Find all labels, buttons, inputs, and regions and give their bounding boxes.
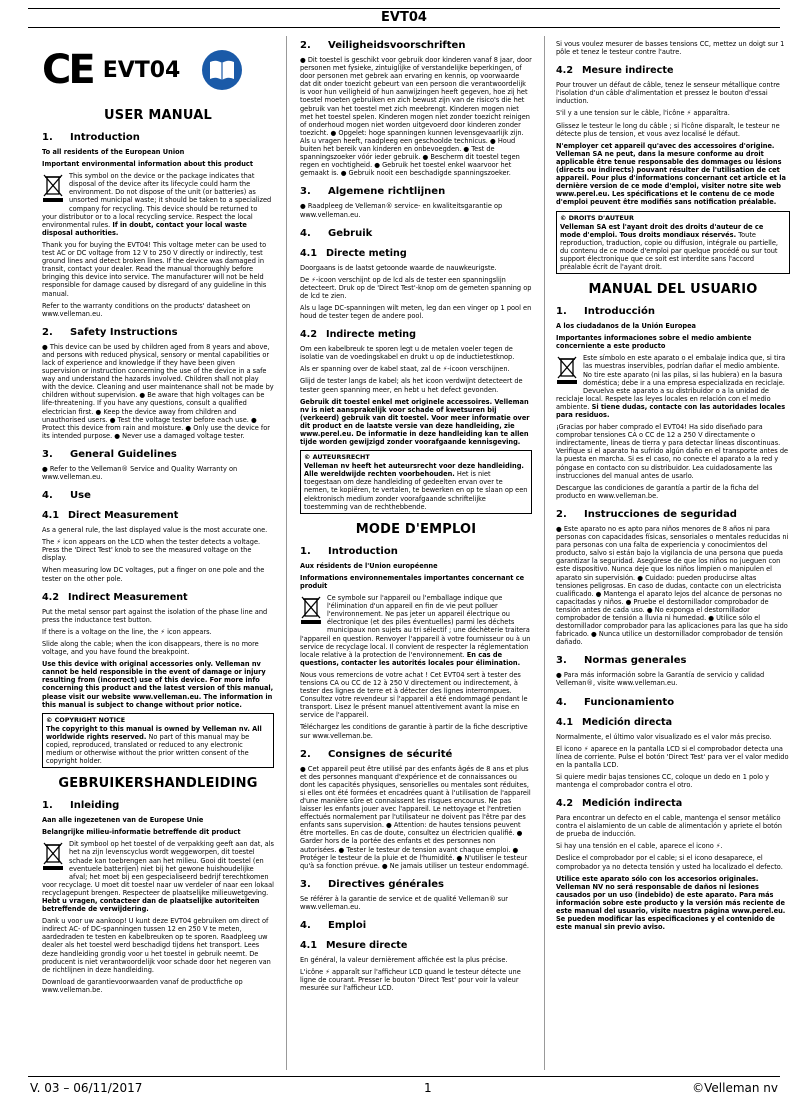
en-s1-paragraph-3: Refer to the warranty conditions on the products' datasheet on www.velleman.eu. [42, 301, 251, 318]
nl-s41-paragraph-1: Doorgaans is de laatst getoonde waarde de nauwkeurigste. [300, 263, 497, 272]
fr-s42-paragraph-4: N'employer cet appareil qu'avec des accessoires d'origine. Velleman SA ne peut, dans la mesure conforme au droit applicable être tenue responsable des dommages ou lésions (directs ou indirects) pouvant résulter de l'utilisation de cet appareil. Pour plus d'informations concernant cet article et la dernière version de ce mode d'emploi, visiter notre site web www.perel.eu. Les spécifications et le contenu de ce mode d'emploi peuvent être modifiés sans notification préalable. [556, 141, 786, 207]
en-s1-heading: 1. Introduction [42, 132, 140, 143]
es-s1-paragraph-2: ¡Gracias por haber comprado el EVT04! Ha sido diseñado para comprobar tensiones CA o CC de 12 a 250 V directamente o indirectamente, líneas de tierra y para detectar líneas discontinuas. Verifique si el aparato ha sufrido algún daño en el transporte antes de la puesta en marcha. Si es el caso, no conecte el aparato a la red y póngase en contacto con su distribuidor. Lea cuidadosamente las instrucciones del manual antes de usarlo. [556, 423, 789, 480]
es-s2-paragraph: ● Este aparato no es apto para niños menores de 8 años ni para personas con capacidades físicas, sensoriales o mentales reducidas ni para personas con una falta de experiencia y conocimientos del producto, salvo si están bajo la vigilancia de una persona que pueda garantizar la seguridad. Asegúrese de que los niños no jueguen con este dispositivo. Nunca deje que los niños limpien o manipulen el aparato sin supervisión. ● Cuidado: pueden producirse altas tensiones peligrosas. En caso de dudas, contacte con un electricista cualificado. ● Mantenga el aparato lejos del alcance de personas no capacitadas y niños. ● Pruebe el destornillador comprobador de tensión antes de cada uso. ● No exponga el destornillador comprobador de tensión a lluvia ni humedad. ● Utilice sólo el destornillador comprobador para las aplicaciones para las que ha sido fabricado. ● Nunca utilice un destornillador comprobador de tensión dañado. [556, 524, 789, 647]
column-1 [42, 36, 274, 1070]
ce-mark: CE [42, 47, 93, 93]
fr-s41-paragraph-3: Si vous voulez mesurer de basses tensions CC, mettez un doigt sur 1 pôle et tenez le testeur contre l'autre. [556, 40, 785, 57]
es-s1-paragraph: Este símbolo en este aparato o el embalaje indica que, si tira las muestras inservibles, podrían dañar el medio ambiente. No tire este aparato (ni las pilas, si las hubiera) en la basura doméstica; debe ir a una empresa especializada en reciclaje. Devuelva este aparato a su distribuidor o a la unidad de reciclaje local. Respete las leyes locales en relación con el medio ambiente. Si tiene dudas, contacte con las autoridades locales para residuos. [556, 354, 786, 419]
en-s41-heading: 4.1 Direct Measurement [42, 510, 179, 522]
es-s42-heading: 4.2 Medición indirecta [556, 798, 683, 810]
nl-s41-heading: 4.1 Directe meting [300, 247, 407, 259]
en-title: USER MANUAL [104, 108, 212, 123]
es-s42-paragraph-4: Utilice este aparato sólo con los accesorios originales. Velleman NV no será responsable de daños ni lesiones causados por un uso (indebido) de este aparato. Para más información sobre este producto y la versión más reciente de este manual del usuario, visite nuestra página www.perel.eu. Se pueden modificar las especificaciones y el contenido de este manual sin previo aviso. [556, 874, 786, 932]
nl-copyright-text: Het is niet toegestaan om deze handleiding of gedeelten ervan over te nemen, te kopiëren, te vertalen, te bewerken en op te slaan op een elektronisch medium zonder voorafgaande schriftelijke toestemming van de rechthebbende. [304, 470, 528, 511]
nl-s1-paragraph-2: Dank u voor uw aankoop! U kunt deze EVT04 gebruiken om direct of indirect AC- of DC-spanningen tussen 12 en 250 V te meten, aardedraden te testen en kabelbreuken op te sporen. Raadpleeg uw dealer als het toestel werd beschadigd tijdens het transport. Lees deze handleiding grondig voor u het toestel in gebruik neemt. De producent is niet verantwoordelijk voor schade door het negeren van de richtlijnen in deze handleiding. [42, 917, 271, 974]
column-3 [556, 36, 790, 1070]
es-s1-heading: 1. Introducción [556, 306, 655, 318]
es-s4-heading: 4. Funcionamiento [556, 696, 675, 708]
es-s1-lead2: Importantes informaciones sobre el medio ambiente concerniente a este producto [556, 334, 752, 351]
en-s1-paragraph: This symbol on the device or the package indicates that disposal of the device after its lifecycle could harm the environment. Do not dispose of the unit (or batteries) as unsorted municipal waste; it should be taken to a specialized company for recycling. This device should be returned to your distributor or to a local recycling service. Respect the local environmental rules. If in doubt, contact your local waste disposal authorities. [42, 172, 272, 237]
fr-s42-paragraph-1: Pour trouver un défaut de câble, tenez le senseur métallique contre l'isolation d'un câble d'alimentation et pressez le bouton d'essai induction. [556, 81, 780, 106]
fr-title: MODE D'EMPLOI [355, 521, 477, 537]
fr-s2-paragraph: ● Cet appareil peut être utilisé par des enfants âgés de 8 ans et plus et des personnes manquant d'expérience et de connaissances ou dont les capacités physiques, sensorielles ou mentales sont réduites, si elles ont été formées et encadrées quant à l'utilisation de l'appareil d'une manière sûre et connaissent les risques encourus. Ne pas laisser les enfants jouer avec l'appareil. Le nettoyage et l'entretien effectués normalement par l'utilisateur ne doivent pas l'être par des enfants sans supervision. ● Attention: de hautes tensions peuvent être mortelles. En cas de doute, consultez un électricien qualifié. ● Garder hors de la portée des enfants et des personnes non autorisées. ● Tester le testeur de tension avant chaque emploi. ● Protéger le testeur de la pluie et de l'humidité. ● N'utiliser le testeur qu'à sa fonction prévue. ● Ne jamais utiliser un testeur endommagé. [300, 764, 531, 870]
nl-copyright-box [300, 450, 532, 514]
fr-s4-heading: 4. Emploi [300, 920, 367, 932]
fr-s1-paragraph-3: Téléchargez les conditions de garantie à partir de la fiche descriptive sur www.velleman.be. [300, 723, 528, 740]
es-s42-paragraph-2: Si hay una tensión en el cable, aparece el icono ⚡. [556, 842, 723, 851]
nl-s42-paragraph-1: Om een kabelbreuk te sporen legt u de metalen voeler tegen de isolatie van de voedingskabel en drukt u op de inductietestknop. [300, 345, 515, 362]
es-s41-heading: 4.1 Medición directa [556, 716, 673, 728]
es-s1-lead: A los ciudadanos de la Unión Europea [556, 322, 696, 331]
fr-s1-lead2: Informations environnementales importantes concernant ce produit [300, 573, 525, 590]
nl-copyright-title: © AUTEURSRECHT [304, 453, 370, 462]
en-s41-paragraph-1: As a general rule, the last displayed value is the most accurate one. [42, 526, 268, 535]
model-name: EVT04 [102, 57, 181, 83]
fr-s41-paragraph-1: En général, la valeur dernièrement affichée est la plus précise. [300, 956, 508, 965]
en-s42-paragraph-2: If there is a voltage on the line, the ⚡ icon appears. [42, 627, 212, 636]
fr-s3-heading: 3. Directives générales [300, 878, 444, 890]
en-copyright-title: © COPYRIGHT NOTICE [46, 715, 126, 724]
en-s3-paragraph: ● Refer to the Velleman® Service and Quality Warranty on www.velleman.eu. [42, 464, 238, 481]
nl-s1-paragraph: Dit symbool op het toestel of de verpakking geeft aan dat, als het na zijn levenscyclus wordt weggeworpen, dit toestel schade kan toebrengen aan het milieu. Gooi dit toestel (en eventuele batterijen) niet bij het gewone huishoudelijke afval; het moet bij een gespecialiseerd bedrijf terechtkomen voor recyclage. U moet dit toestel naar uw verdeler of naar een lokaal recyclagepunt brengen. Respecteer de plaatselijke milieuwetgeving. Hebt u vragen, contacteer dan de plaatselijke autoriteiten betreffende de verwijdering. [42, 840, 274, 914]
es-title: MANUAL DEL USUARIO [588, 282, 758, 298]
en-s4-heading: 4. Use [42, 490, 91, 502]
fr-s2-heading: 2. Consignes de sécurité [300, 748, 453, 760]
read-manual-icon [202, 50, 242, 90]
nl-s2-paragraph: ● Dit toestel is geschikt voor gebruik door kinderen vanaf 8 jaar, door personen met fysieke, zintuiglijke of verstandelijke beperkingen, of door personen met gebrek aan ervaring en kennis, op voorwaarde dat dit onder toezicht gebeurt van een persoon die verantwoordelijk is voor hun veiligheid of hun aanwijzingen heeft gegeven, hoe zij het toestel moeten gebruiken en zich bewust zijn van de risico's die het gebruik van het toestel met zich meebrengt. Kinderen mogen niet met het toestel spelen. Kinderen mogen niet zonder toezicht reinigen of onderhoud mogen niet worden uitgevoerd door kinderen zonder toezicht. ● Opgelet: hoge spanningen kunnen levensgevaarlijk zijn. Als u vragen heeft, raadpleeg een geschoolde technicus. ● Houd buiten het bereik van kinderen en onbevoegden. ● Test de spanningszoeker vóór ieder gebruik. ● Bescherm dit toestel tegen regen en vochtigheid. ● Gebruik het toestel enkel waarvoor het gemaakt is. ● Gebruik nooit een beschadigde spanningszoeker. [300, 56, 532, 178]
column-divider [544, 36, 545, 1070]
fr-s1-paragraph: Ce symbole sur l'appareil ou l'emballage indique que l'élimination d'un appareil en fin de vie peut polluer l'environnement. Ne pas jeter un appareil électrique ou électronique (et des piles éventuelles) parmi les déchets municipaux non sujets au tri sélectif ; une déchèterie traitera l'appareil en question. Renvoyer l'appareil à votre fournisseur ou à un service de recyclage local. Il convient de respecter la réglementation locale relative à la protection de l'environnement. En cas de questions, contacter les autorités locales pour élimination. [300, 594, 531, 667]
nl-s3-heading: 3. Algemene richtlijnen [300, 186, 446, 198]
fr-s1-heading: 1. Introduction [300, 545, 398, 557]
fr-s41-paragraph-2: L'icône ⚡ apparaît sur l'afficheur LCD quand le testeur détecte une ligne de courant. Presser le bouton 'Direct Test' pour voir la valeur mesurée sur l'afficheur LCD. [300, 968, 521, 993]
en-copyright-bold: The copyright to this manual is owned by Velleman nv. All worldwide rights reserved. [46, 724, 262, 741]
fr-copyright-box [556, 211, 790, 275]
en-s41-paragraph-2: The ⚡ icon appears on the LCD when the tester detects a voltage. Press the 'Direct Test' knob to see the measured voltage on the display. [42, 538, 261, 563]
nl-s1-lead2: Belangrijke milieu-informatie betreffende dit product [42, 828, 241, 837]
en-s42-heading: 4.2 Indirect Measurement [42, 591, 188, 603]
nl-s42-paragraph-2: Als er spanning over de kabel staat, zal de ⚡-icoon verschijnen. [300, 365, 510, 374]
en-s1-lead2: Important environmental information about this product [42, 160, 253, 169]
weee-bin-icon [42, 173, 64, 203]
es-s1-paragraph-3: Descargue las condiciones de garantía a partir de la ficha del producto en www.velleman.be. [556, 483, 759, 500]
en-s3-heading: 3. General Guidelines [42, 448, 177, 460]
nl-s1-paragraph-3: Download de garantievoorwaarden vanaf de productfiche op www.velleman.be. [42, 977, 243, 994]
es-s42-paragraph-3: Deslice el comprobador por el cable; si el icono desaparece, el comprobador ya no detecta tensión y usted ha localizado el defecto. [556, 854, 783, 871]
brand-logo [42, 46, 274, 94]
nl-s3-paragraph: ● Raadpleeg de Velleman® service- en kwaliteitsgarantie op www.velleman.eu. [300, 202, 503, 219]
nl-s42-heading: 4.2 Indirecte meting [300, 329, 416, 341]
column-2 [300, 36, 532, 1070]
document-footer [28, 1076, 780, 1100]
nl-s42-paragraph-4: Gebruik dit toestel enkel met originele accessoires. Velleman nv is niet aansprakelijk voor schade of kwetsuren bij (verkeerd) gebruik van dit toestel. Voor meer informatie over dit product en de laatste versie van deze handleiding, zie www.perel.eu. De informatie in deze handleiding kan te allen tijde worden gewijzigd zonder voorafgaande kennisgeving. [300, 397, 530, 447]
fr-copyright-text: Toute reproduction, traduction, copie ou diffusion, intégrale ou partielle, du contenu de ce mode d'emploi par quelque procédé ou sur tout support électronique que ce soit est interdite sans l'accord préalable écrit de l'ayant droit. [560, 230, 779, 271]
es-s41-paragraph-1: Normalmente, el último valor visualizado es el valor más preciso. [556, 732, 772, 741]
es-s3-paragraph: ● Para más información sobre la Garantía de servicio y calidad Velleman®, visite www.velleman.eu. [556, 671, 765, 688]
fr-s1-lead: Aux résidents de l'Union européenne [300, 561, 438, 570]
en-s1-lead: To all residents of the European Union [42, 148, 185, 156]
column-divider [286, 36, 287, 1070]
weee-bin-icon [300, 595, 322, 625]
fr-s42-heading: 4.2 Mesure indirecte [556, 65, 674, 77]
nl-s41-paragraph-2: De ⚡-icoon verschijnt op de lcd als de tester een spanningslijn detecteert. Druk op de 'Direct Test'-knop om de gemeten spanning op de lcd te zien. [300, 275, 532, 300]
fr-s41-heading: 4.1 Mesure directe [300, 940, 408, 952]
fr-copyright-bold: Velleman SA est l'ayant droit des droits d'auteur de ce mode d'emploi. Tous droits mondiaux réservés. [560, 222, 764, 239]
fr-s1-paragraph-2: Nous vous remercions de votre achat ! Cet EVT04 sert à tester des tensions CA ou CC de 12 à 250 V directement ou indirectement, à tester des lignes de terre et à détecter des lignes interrompues. Consultez votre revendeur si l'appareil a été endommagé pendant le transport. Lisez le présent manuel attentivement avant la mise en service de l'appareil. [300, 670, 528, 720]
en-copyright-text: No part of this manual may be copied, reproduced, translated or reduced to any electronic medium or otherwise without the prior written consent of the copyright holder. [46, 732, 250, 766]
nl-s1-heading: 1. Inleiding [42, 800, 120, 812]
en-s42-paragraph-1: Put the metal sensor part against the isolation of the phase line and press the inductance test button. [42, 607, 268, 624]
nl-copyright-bold: Velleman nv heeft het auteursrecht voor deze handleiding. Alle wereldwijde rechten voorbehouden. [304, 462, 524, 479]
nl-s2-heading: 2. Veiligheidsvoorschriften [300, 40, 466, 51]
nl-s42-paragraph-3: Glijd de tester langs de kabel; als het icoon verdwijnt detecteert de tester geen spanning meer, en hebt u het defect gevonden. [300, 377, 523, 394]
footer-copyright: ©Velleman nv [692, 1081, 778, 1095]
en-s1-paragraph-2: Thank you for buying the EVT04! This voltage meter can be used to test AC or DC voltage from 12 V to 250 V directly or indirectly, test ground lines and detect broken lines. If the device was damaged in transit, contact your dealer. Read the manual thoroughly before bringing this device into service. The manufacturer will not be held responsible for damage caused by disregard of any guideline in this manual. [42, 240, 267, 298]
document-header [28, 8, 780, 28]
es-s42-paragraph-1: Para encontrar un defecto en el cable, mantenga el sensor metálico contra el aislamiento de un cable de alimentación y apriete el botón de prueba de inducción. [556, 814, 782, 839]
fr-s42-paragraph-3: Glissez le testeur le long du câble ; si l'icône disparaît, le testeur ne détecte plus de tension, et vous avez localisé le défaut. [556, 121, 780, 138]
document-title: EVT04 [381, 10, 427, 25]
es-s41-paragraph-3: Si quiere medir bajas tensiones CC, coloque un dedo en 1 polo y mantenga el comprobador contra el otro. [556, 772, 770, 789]
footer-page-number: 1 [424, 1081, 432, 1095]
es-s3-heading: 3. Normas generales [556, 655, 687, 667]
es-s41-paragraph-2: El icono ⚡ aparece en la pantalla LCD si el comprobador detecta una línea de corriente. Pulse el botón 'Direct Test' para ver el valor medido en la pantalla LCD. [556, 744, 789, 769]
nl-s4-heading: 4. Gebruik [300, 227, 373, 239]
nl-title: GEBRUIKERSHANDLEIDING [58, 776, 258, 792]
en-s42-paragraph-4: Use this device with original accessories only. Velleman nv cannot be held responsible in the event of damage or injury resulting from (incorrect) use of this device. For more info concerning this product and the latest version of this manual, please visit our website www.velleman.eu. The information in this manual is subject to change without prior notice. [42, 660, 274, 709]
weee-bin-icon [42, 841, 64, 871]
en-s2-heading: 2. Safety Instructions [42, 326, 178, 338]
en-s42-paragraph-3: Slide along the cable; when the icon disappears, there is no more voltage, and you have found the breakpoint. [42, 639, 259, 657]
footer-version: V. 03 – 06/11/2017 [30, 1081, 143, 1095]
fr-s3-paragraph: Se référer à la garantie de service et de qualité Velleman® sur www.velleman.eu. [300, 894, 508, 911]
en-s41-paragraph-3: When measuring low DC voltages, put a finger on one pole and the tester on the other pole. [42, 566, 265, 583]
fr-copyright-title: © DROITS D'AUTEUR [560, 213, 634, 222]
nl-s1-lead: Aan alle ingezetenen van de Europese Unie [42, 816, 204, 825]
nl-s41-paragraph-3: Als u lage DC-spanningen wilt meten, leg dan een vinger op 1 pool en houd de tester tegen de andere pool. [300, 303, 532, 321]
en-copyright-box [42, 713, 274, 768]
fr-s42-paragraph-2: S'il y a une tension sur le câble, l'icône ⚡ apparaîtra. [556, 109, 730, 118]
es-s2-heading: 2. Instrucciones de seguridad [556, 508, 737, 520]
en-s2-paragraph: ● This device can be used by children aged from 8 years and above, and persons with reduced physical, sensory or mental capabilities or lack of experience and knowledge if they have been given supervision or instruction concerning the use of the device in a safe way and understand the hazards involved. Children shall not play with the device. Cleaning and user maintenance shall not be made by children without supervision. ● Be aware that high voltages can be life-threatening. If you have any questions, consult a qualified electrician first. ● Keep the device away from children and unauthorised users. ● Test the voltage tester before each use. ● Protect this device from rain and moisture. ● Only use the device for its intended purpose. ● Never use a damaged voltage tester. [42, 342, 274, 440]
weee-bin-icon [556, 355, 578, 385]
